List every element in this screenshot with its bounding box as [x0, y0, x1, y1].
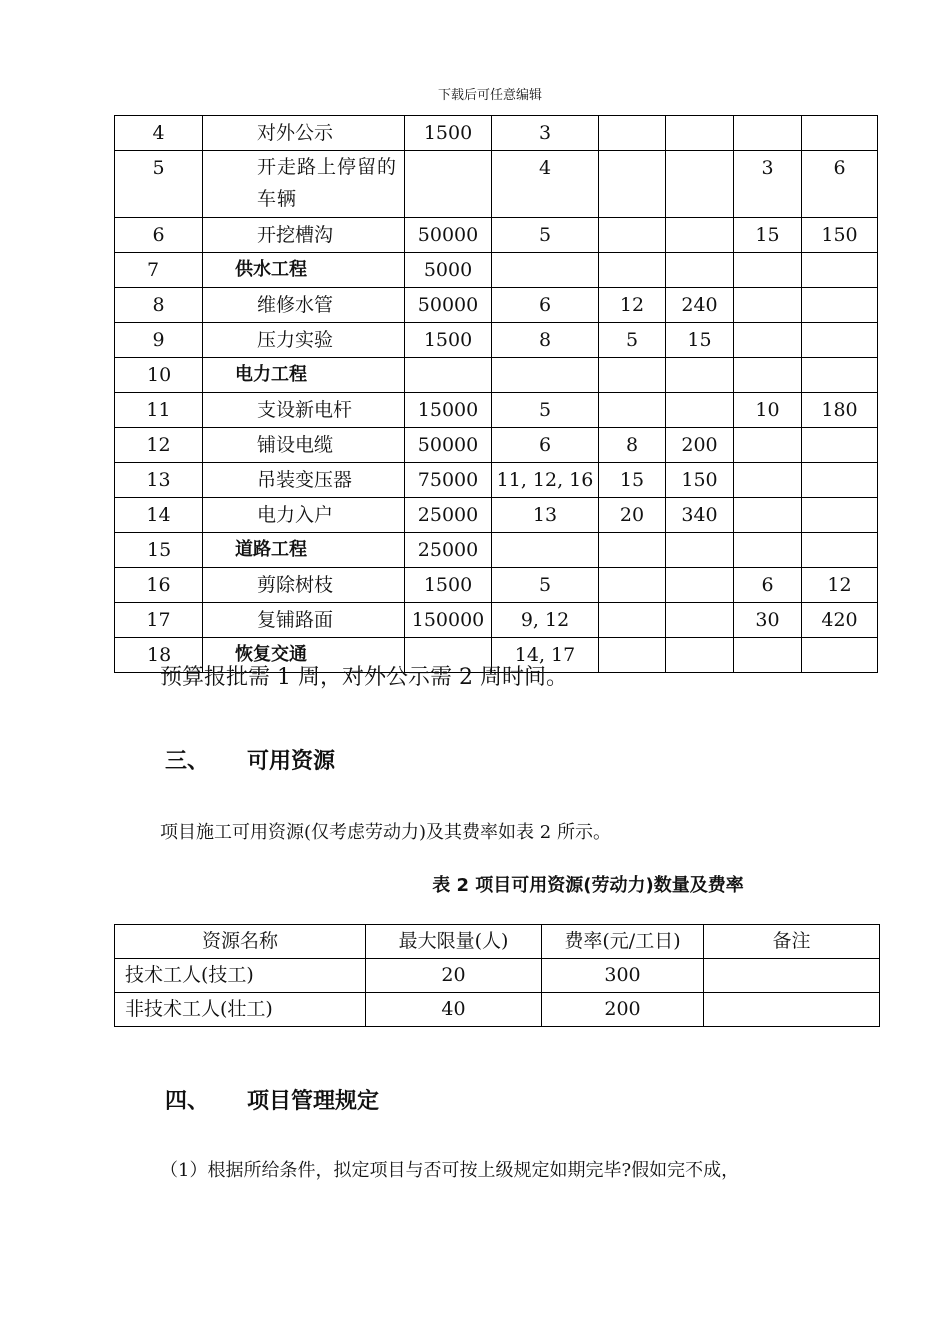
activity-name-cell: 支设新电杆 — [203, 393, 405, 428]
skilled-days-cell: 15 — [599, 463, 666, 498]
unskilled-cost-cell — [802, 428, 878, 463]
table-row — [115, 463, 878, 498]
skilled-days-cell: 5 — [599, 323, 666, 358]
budget-note: 预算报批需 1 周，对外公示需 2 周时间。 — [160, 665, 568, 690]
predecessor-cell — [492, 253, 599, 288]
unskilled-days-cell: 15 — [734, 218, 802, 253]
skilled-cost-cell — [666, 568, 734, 603]
activity-number-cell: 14 — [115, 498, 203, 533]
unskilled-days-cell — [734, 533, 802, 568]
predecessor-cell: 14, 17 — [492, 638, 599, 673]
cost-cell: 5000 — [405, 253, 492, 288]
skilled-days-cell: 8 — [599, 428, 666, 463]
skilled-cost-cell — [666, 358, 734, 393]
skilled-cost-cell: 340 — [666, 498, 734, 533]
skilled-cost-cell: 200 — [666, 428, 734, 463]
table-row — [115, 288, 878, 323]
table-row — [115, 358, 878, 393]
skilled-cost-cell: 150 — [666, 463, 734, 498]
skilled-days-cell — [599, 638, 666, 673]
table-2-caption-text: 表 2 项目可用资源(劳动力)数量及费率 — [432, 875, 744, 896]
unskilled-cost-cell — [802, 288, 878, 323]
activity-number-cell: 16 — [115, 568, 203, 603]
skilled-days-cell — [599, 393, 666, 428]
table-row — [115, 428, 878, 463]
predecessor-cell: 5 — [492, 393, 599, 428]
section-4-number: 四、 — [165, 1089, 210, 1114]
table-row — [115, 393, 878, 428]
cost-cell: 1500 — [405, 323, 492, 358]
rate-cell: 300 — [542, 959, 704, 993]
skilled-days-cell — [599, 116, 666, 151]
cost-cell: 50000 — [405, 288, 492, 323]
header-cell: 最大限量(人) — [366, 925, 542, 959]
section-3-paragraph: 项目施工可用资源(仅考虑劳动力)及其费率如表 2 所示。 — [160, 822, 611, 843]
unskilled-days-cell — [734, 463, 802, 498]
skilled-days-cell — [599, 358, 666, 393]
activity-number-cell: 18 — [115, 638, 203, 673]
skilled-cost-cell: 15 — [666, 323, 734, 358]
unskilled-cost-cell — [802, 533, 878, 568]
resource-table-header-row — [115, 925, 880, 959]
unskilled-days-cell — [734, 323, 802, 358]
predecessor-cell — [492, 533, 599, 568]
skilled-cost-cell: 240 — [666, 288, 734, 323]
section-3-heading — [165, 744, 335, 775]
unskilled-cost-cell — [802, 498, 878, 533]
activity-number-cell: 17 — [115, 603, 203, 638]
activity-name-cell: 吊装变压器 — [203, 463, 405, 498]
cost-cell: 150000 — [405, 603, 492, 638]
activity-number-cell: 7 — [115, 253, 203, 288]
skilled-days-cell — [599, 568, 666, 603]
section-3-number: 三、 — [165, 749, 210, 774]
cost-cell: 1500 — [405, 116, 492, 151]
skilled-cost-cell — [666, 393, 734, 428]
cost-cell: 25000 — [405, 498, 492, 533]
section-4-heading — [165, 1084, 379, 1115]
activity-name-cell: 道路工程 — [203, 533, 405, 568]
activity-table — [114, 115, 878, 673]
section-3-title: 可用资源 — [247, 749, 336, 774]
activity-name-cell: 开挖槽沟 — [203, 218, 405, 253]
skilled-cost-cell — [666, 116, 734, 151]
max-limit-cell: 20 — [366, 959, 542, 993]
unskilled-days-cell — [734, 638, 802, 673]
unskilled-days-cell — [734, 116, 802, 151]
rate-cell: 200 — [542, 993, 704, 1027]
activity-name-cell: 压力实验 — [203, 323, 405, 358]
table-row — [115, 568, 878, 603]
max-limit-cell: 40 — [366, 993, 542, 1027]
unskilled-days-cell: 6 — [734, 568, 802, 603]
table-row — [115, 218, 878, 253]
unskilled-cost-cell — [802, 116, 878, 151]
skilled-days-cell — [599, 151, 666, 218]
predecessor-cell — [492, 358, 599, 393]
cost-cell: 75000 — [405, 463, 492, 498]
unskilled-days-cell — [734, 288, 802, 323]
cost-cell: 15000 — [405, 393, 492, 428]
unskilled-cost-cell — [802, 463, 878, 498]
predecessor-cell: 13 — [492, 498, 599, 533]
activity-number-cell: 6 — [115, 218, 203, 253]
unskilled-days-cell: 3 — [734, 151, 802, 218]
header-cell: 费率(元/工日) — [542, 925, 704, 959]
activity-number-cell: 11 — [115, 393, 203, 428]
skilled-cost-cell — [666, 603, 734, 638]
skilled-cost-cell — [666, 253, 734, 288]
activity-name-cell: 开走路上停留的车辆 — [203, 151, 405, 218]
remark-cell — [704, 993, 880, 1027]
skilled-days-cell — [599, 603, 666, 638]
unskilled-days-cell — [734, 498, 802, 533]
table-row — [115, 116, 878, 151]
activity-name-cell: 电力入户 — [203, 498, 405, 533]
activity-name-cell: 铺设电缆 — [203, 428, 405, 463]
unskilled-cost-cell — [802, 638, 878, 673]
resource-name-cell: 技术工人(技工) — [115, 959, 366, 993]
activity-number-cell: 10 — [115, 358, 203, 393]
resource-table — [114, 924, 880, 1027]
activity-number-cell: 15 — [115, 533, 203, 568]
activity-number-cell: 8 — [115, 288, 203, 323]
table-row — [115, 498, 878, 533]
remark-cell — [704, 959, 880, 993]
unskilled-cost-cell: 180 — [802, 393, 878, 428]
unskilled-days-cell: 10 — [734, 393, 802, 428]
activity-name-cell: 对外公示 — [203, 116, 405, 151]
activity-name-cell: 电力工程 — [203, 358, 405, 393]
skilled-cost-cell — [666, 638, 734, 673]
cost-cell — [405, 151, 492, 218]
activity-name-cell: 复铺路面 — [203, 603, 405, 638]
skilled-days-cell — [599, 253, 666, 288]
page-header: 下载后可任意编辑 — [437, 88, 542, 103]
predecessor-cell: 11, 12, 16 — [492, 463, 599, 498]
unskilled-cost-cell — [802, 358, 878, 393]
activity-name-cell: 剪除树枝 — [203, 568, 405, 603]
header-cell: 资源名称 — [115, 925, 366, 959]
section-4-paragraph: （1）根据所给条件，拟定项目与否可按上级规定如期完毕?假如完不成， — [160, 1160, 740, 1181]
unskilled-cost-cell: 420 — [802, 603, 878, 638]
cost-cell — [405, 358, 492, 393]
activity-table-body — [115, 116, 878, 673]
unskilled-days-cell — [734, 253, 802, 288]
activity-name-cell: 维修水管 — [203, 288, 405, 323]
table-row — [115, 151, 878, 218]
table-2-caption — [0, 871, 826, 897]
predecessor-cell: 6 — [492, 428, 599, 463]
unskilled-cost-cell: 12 — [802, 568, 878, 603]
predecessor-cell: 4 — [492, 151, 599, 218]
predecessor-cell: 5 — [492, 568, 599, 603]
skilled-cost-cell — [666, 151, 734, 218]
table-row — [115, 323, 878, 358]
unskilled-cost-cell: 150 — [802, 218, 878, 253]
skilled-days-cell — [599, 218, 666, 253]
section-4-title: 项目管理规定 — [247, 1089, 380, 1114]
header-cell: 备注 — [704, 925, 880, 959]
skilled-days-cell: 12 — [599, 288, 666, 323]
skilled-days-cell — [599, 533, 666, 568]
skilled-days-cell: 20 — [599, 498, 666, 533]
activity-name-cell: 供水工程 — [203, 253, 405, 288]
skilled-cost-cell — [666, 218, 734, 253]
cost-cell: 1500 — [405, 568, 492, 603]
activity-number-cell: 4 — [115, 116, 203, 151]
predecessor-cell: 6 — [492, 288, 599, 323]
cost-cell: 50000 — [405, 218, 492, 253]
unskilled-cost-cell — [802, 323, 878, 358]
table-row — [115, 959, 880, 993]
unskilled-cost-cell — [802, 253, 878, 288]
predecessor-cell: 8 — [492, 323, 599, 358]
activity-number-cell: 5 — [115, 151, 203, 218]
predecessor-cell: 3 — [492, 116, 599, 151]
activity-number-cell: 12 — [115, 428, 203, 463]
predecessor-cell: 5 — [492, 218, 599, 253]
cost-cell: 50000 — [405, 428, 492, 463]
unskilled-days-cell: 30 — [734, 603, 802, 638]
unskilled-cost-cell: 6 — [802, 151, 878, 218]
cost-cell: 25000 — [405, 533, 492, 568]
table-row — [115, 533, 878, 568]
unskilled-days-cell — [734, 428, 802, 463]
activity-number-cell: 13 — [115, 463, 203, 498]
table-row — [115, 993, 880, 1027]
predecessor-cell: 9, 12 — [492, 603, 599, 638]
activity-number-cell: 9 — [115, 323, 203, 358]
table-row — [115, 603, 878, 638]
skilled-cost-cell — [666, 533, 734, 568]
activity-name-cell: 恢复交通 — [203, 638, 405, 673]
resource-name-cell: 非技术工人(壮工) — [115, 993, 366, 1027]
table-row — [115, 253, 878, 288]
unskilled-days-cell — [734, 358, 802, 393]
